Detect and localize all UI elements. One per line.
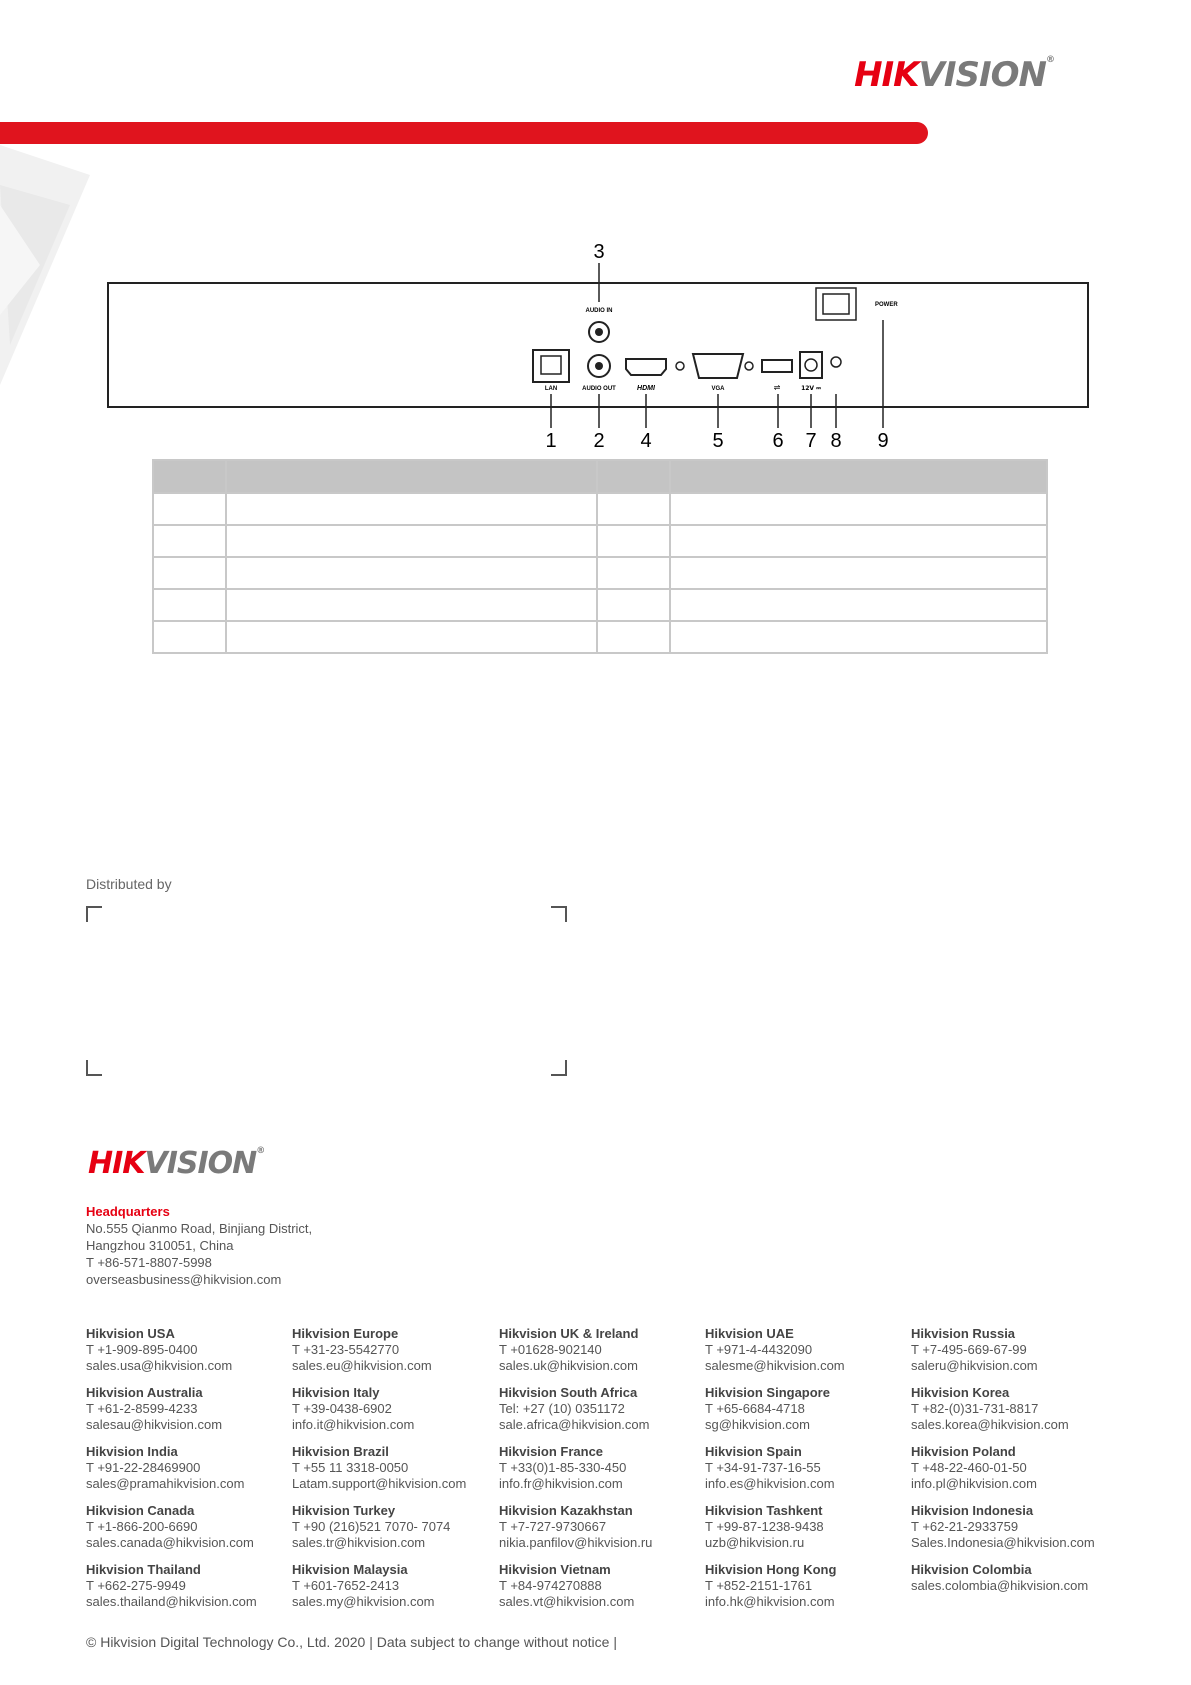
hdmi-label: HDMI	[637, 385, 655, 392]
callout-2: 2	[593, 430, 605, 452]
office-name: Hikvision Australia	[86, 1385, 203, 1400]
office-name: Hikvision Turkey	[292, 1503, 396, 1518]
office-email[interactable]: sales.usa@hikvision.com	[86, 1358, 233, 1373]
office-phone: T +55 11 3318-0050	[292, 1460, 409, 1475]
distributor-box-corner	[86, 1060, 102, 1076]
office-phone: T +33(0)1-85-330-450	[499, 1460, 627, 1475]
office-entry	[86, 1444, 292, 1492]
office-email[interactable]: sale.africa@hikvision.com	[499, 1417, 650, 1432]
office-email[interactable]: Sales.Indonesia@hikvision.com	[911, 1535, 1095, 1550]
office-entry	[911, 1385, 1136, 1433]
office-entry	[705, 1385, 911, 1433]
vga-label: VGA	[711, 386, 725, 392]
office-email[interactable]: sales.thailand@hikvision.com	[86, 1594, 257, 1609]
office-entry	[292, 1385, 499, 1433]
office-entry	[499, 1326, 705, 1374]
office-name: Hikvision Brazil	[292, 1444, 389, 1459]
office-entry	[499, 1503, 705, 1551]
office-email[interactable]: salesme@hikvision.com	[705, 1358, 845, 1373]
office-phone: Tel: +27 (10) 0351172	[499, 1401, 625, 1416]
office-name: Hikvision India	[86, 1444, 178, 1459]
office-email[interactable]: sales.vt@hikvision.com	[499, 1594, 635, 1609]
distributor-box-corner	[86, 906, 102, 922]
office-phone: T +1-909-895-0400	[86, 1342, 198, 1357]
office-email[interactable]: info.hk@hikvision.com	[705, 1594, 835, 1609]
office-email[interactable]: sales.colombia@hikvision.com	[911, 1578, 1089, 1593]
office-name: Hikvision Singapore	[705, 1385, 830, 1400]
office-entry	[705, 1326, 911, 1374]
office-phone: T +82-(0)31-731-8817	[911, 1401, 1039, 1416]
callout-5: 5	[712, 430, 724, 452]
office-name: Hikvision Russia	[911, 1326, 1016, 1341]
office-name: Hikvision USA	[86, 1326, 175, 1341]
office-phone: T +852-2151-1761	[705, 1578, 813, 1593]
office-entry	[86, 1503, 292, 1551]
office-email[interactable]: uzb@hikvision.ru	[705, 1535, 805, 1550]
office-email[interactable]: sales.eu@hikvision.com	[292, 1358, 432, 1373]
distributor-box-corner	[551, 906, 567, 922]
office-entry	[705, 1503, 911, 1551]
power-in-label: 12V ⎓	[801, 385, 821, 392]
table-row	[153, 621, 1047, 653]
office-email[interactable]: nikia.panfilov@hikvision.ru	[499, 1535, 653, 1550]
regional-offices-grid	[86, 1326, 1136, 1610]
table-row	[153, 493, 1047, 525]
callout-6: 6	[772, 430, 784, 452]
distributed-by-label: Distributed by	[86, 876, 172, 892]
office-entry	[499, 1385, 705, 1433]
office-phone: T +65-6684-4718	[705, 1401, 805, 1416]
hikvision-logo: HIKVISION®	[854, 55, 1054, 95]
office-entry	[911, 1562, 1136, 1610]
headquarters-block	[86, 1203, 312, 1288]
office-name: Hikvision Malaysia	[292, 1562, 408, 1577]
office-name: Hikvision Hong Kong	[705, 1562, 837, 1577]
office-phone: T +61-2-8599-4233	[86, 1401, 198, 1416]
hq-email: overseasbusiness@hikvision.com	[86, 1272, 282, 1287]
hq-phone: T +86-571-8807-5998	[86, 1255, 212, 1270]
office-phone: T +7-727-9730667	[499, 1519, 607, 1534]
copyright-footer: © Hikvision Digital Technology Co., Ltd. 2020 | Data subject to change without notice |	[86, 1634, 617, 1650]
callout-1: 1	[545, 430, 557, 452]
office-phone: T +34-91-737-16-55	[705, 1460, 821, 1475]
office-name: Hikvision Europe	[292, 1326, 399, 1341]
office-entry	[499, 1562, 705, 1610]
office-name: Hikvision UK & Ireland	[499, 1326, 639, 1341]
office-name: Hikvision France	[499, 1444, 604, 1459]
table-row	[153, 557, 1047, 589]
office-name: Hikvision Kazakhstan	[499, 1503, 633, 1518]
office-phone: T +971-4-4432090	[705, 1342, 813, 1357]
office-phone: T +7-495-669-67-99	[911, 1342, 1027, 1357]
office-name: Hikvision Canada	[86, 1503, 195, 1518]
callout-7: 7	[805, 430, 817, 452]
header-red-bar	[0, 122, 928, 144]
distributor-box-corner	[551, 1060, 567, 1076]
office-name: Hikvision Colombia	[911, 1562, 1032, 1577]
office-phone: T +39-0438-6902	[292, 1401, 392, 1416]
office-entry	[86, 1562, 292, 1610]
office-entry	[292, 1444, 499, 1492]
decorative-triangles	[0, 145, 110, 385]
power-label: POWER	[875, 302, 898, 308]
hq-address-line: Hangzhou 310051, China	[86, 1238, 234, 1253]
office-name: Hikvision Spain	[705, 1444, 802, 1459]
office-email[interactable]: sales.korea@hikvision.com	[911, 1417, 1069, 1432]
callout-9: 9	[877, 430, 889, 452]
office-entry	[499, 1444, 705, 1492]
office-name: Hikvision Tashkent	[705, 1503, 823, 1518]
office-phone: T +62-21-2933759	[911, 1519, 1019, 1534]
callout-3: 3	[593, 241, 605, 263]
office-name: Hikvision Korea	[911, 1385, 1010, 1400]
office-email[interactable]: sales@pramahikvision.com	[86, 1476, 245, 1491]
office-name: Hikvision Vietnam	[499, 1562, 611, 1577]
office-email[interactable]: sales.canada@hikvision.com	[86, 1535, 254, 1550]
office-phone: T +31-23-5542770	[292, 1342, 400, 1357]
table-header-row	[153, 460, 1047, 493]
rear-panel-diagram	[100, 232, 1090, 452]
office-phone: T +90 (216)521 7070- 7074	[292, 1519, 451, 1534]
office-name: Hikvision Poland	[911, 1444, 1016, 1459]
office-email[interactable]: saleru@hikvision.com	[911, 1358, 1038, 1373]
office-entry	[911, 1444, 1136, 1492]
office-entry	[292, 1503, 499, 1551]
table-row	[153, 525, 1047, 557]
office-phone: T +48-22-460-01-50	[911, 1460, 1027, 1475]
office-name: Hikvision Indonesia	[911, 1503, 1034, 1518]
office-phone: T +1-866-200-6690	[86, 1519, 198, 1534]
callout-4: 4	[640, 430, 652, 452]
office-entry	[86, 1385, 292, 1433]
callout-8: 8	[830, 430, 842, 452]
audio-in-label: AUDIO IN	[585, 308, 613, 314]
office-entry	[911, 1503, 1136, 1551]
office-entry	[292, 1326, 499, 1374]
office-phone: T +99-87-1238-9438	[705, 1519, 824, 1534]
audio-out-label: AUDIO OUT	[582, 386, 616, 392]
office-name: Hikvision UAE	[705, 1326, 794, 1341]
usb-icon: ⇌	[773, 383, 781, 392]
office-email[interactable]: info.fr@hikvision.com	[499, 1476, 623, 1491]
office-phone: T +601-7652-2413	[292, 1578, 400, 1593]
office-email[interactable]: info.it@hikvision.com	[292, 1417, 415, 1432]
office-phone: T +01628-902140	[499, 1342, 602, 1357]
table-row	[153, 589, 1047, 621]
office-entry	[292, 1562, 499, 1610]
office-email[interactable]: sales.my@hikvision.com	[292, 1594, 435, 1609]
office-name: Hikvision South Africa	[499, 1385, 638, 1400]
office-entry	[911, 1326, 1136, 1374]
office-phone: T +662-275-9949	[86, 1578, 186, 1593]
office-email[interactable]: salesau@hikvision.com	[86, 1417, 223, 1432]
office-entry	[705, 1562, 911, 1610]
office-email[interactable]: sales.tr@hikvision.com	[292, 1535, 426, 1550]
lan-label: LAN	[544, 386, 558, 392]
office-email[interactable]: info.es@hikvision.com	[705, 1476, 835, 1491]
office-phone: T +84-974270888	[499, 1578, 602, 1593]
office-name: Hikvision Thailand	[86, 1562, 201, 1577]
office-email[interactable]: sales.uk@hikvision.com	[499, 1358, 638, 1373]
office-phone: T +91-22-28469900	[86, 1460, 201, 1475]
headquarters-title: Headquarters	[86, 1204, 170, 1219]
port-description-table	[152, 459, 1048, 654]
office-entry	[86, 1326, 292, 1374]
office-entry	[705, 1444, 911, 1492]
office-email[interactable]: info.pl@hikvision.com	[911, 1476, 1037, 1491]
office-email[interactable]: sg@hikvision.com	[705, 1417, 810, 1432]
office-email[interactable]: Latam.support@hikvision.com	[292, 1476, 467, 1491]
hikvision-logo-footer: HIKVISION®	[88, 1146, 265, 1181]
office-name: Hikvision Italy	[292, 1385, 380, 1400]
hq-address-line: No.555 Qianmo Road, Binjiang District,	[86, 1221, 313, 1236]
